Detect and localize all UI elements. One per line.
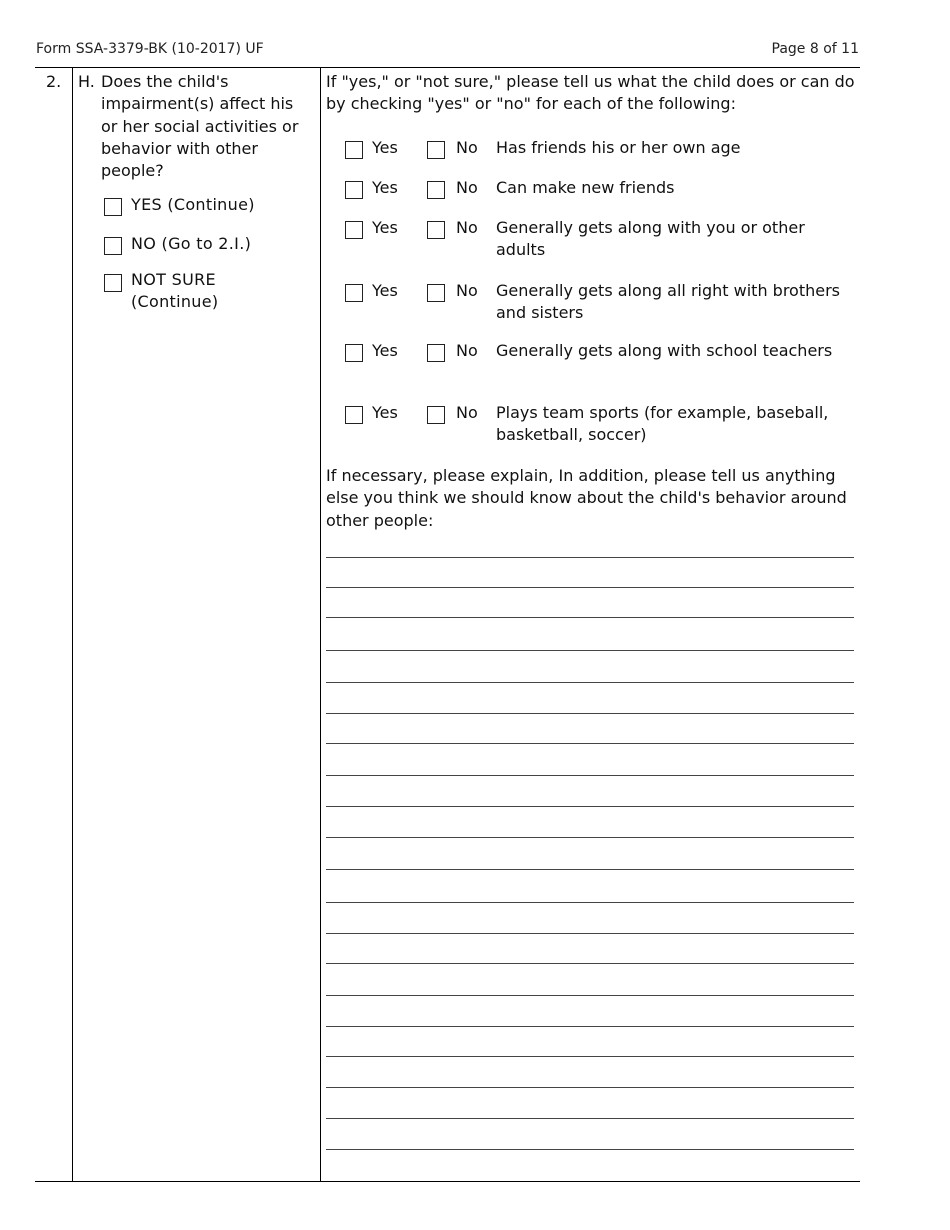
question-text	[78, 71, 314, 182]
item-yes-checkbox[interactable]	[345, 406, 363, 424]
form-id: Form SSA-3379-BK (10-2017) UF	[36, 41, 264, 57]
writing-line	[326, 933, 854, 934]
item-description: Has friends his or her own age	[496, 138, 741, 157]
table-bottom-rule	[35, 1181, 860, 1182]
column-divider-right	[320, 67, 321, 1182]
writing-line	[326, 869, 854, 870]
item-yes-label: Yes	[372, 218, 398, 237]
writing-line	[326, 806, 854, 807]
item-yes-checkbox[interactable]	[345, 141, 363, 159]
item-no-label: No	[456, 281, 478, 300]
item-yes-label: Yes	[372, 403, 398, 422]
table-top-rule	[35, 67, 860, 68]
writing-line	[326, 995, 854, 996]
writing-line	[326, 557, 854, 558]
not-sure-option-label: NOT SURE (Continue)	[131, 270, 219, 311]
follow-up-instructions: If "yes," or "not sure," please tell us what the child does or can do by checking "yes" or "no" for each of the following:	[326, 72, 855, 114]
question-body: Does the child's impairment(s) affect his or her social activities or behavior with other people?	[101, 72, 299, 181]
item-no-checkbox[interactable]	[427, 221, 445, 239]
writing-line	[326, 1087, 854, 1088]
item-yes-checkbox[interactable]	[345, 221, 363, 239]
item-description: Generally gets along with you or other adults	[496, 218, 805, 260]
writing-line	[326, 1056, 854, 1057]
no-option-label: NO (Go to 2.I.)	[131, 234, 252, 253]
no-checkbox[interactable]	[104, 237, 122, 255]
item-no-checkbox[interactable]	[427, 181, 445, 199]
item-yes-label: Yes	[372, 341, 398, 360]
item-description: Generally gets along with school teachers	[496, 341, 833, 360]
item-no-label: No	[456, 138, 478, 157]
writing-line	[326, 902, 854, 903]
writing-line	[326, 617, 854, 618]
item-no-label: No	[456, 341, 478, 360]
item-no-checkbox[interactable]	[427, 284, 445, 302]
yes-option-label: YES (Continue)	[131, 195, 255, 214]
item-yes-label: Yes	[372, 281, 398, 300]
writing-line	[326, 775, 854, 776]
item-description: Generally gets along all right with brothers and sisters	[496, 281, 841, 323]
writing-line	[326, 963, 854, 964]
explanation-prompt: If necessary, please explain, In addition, please tell us anything else you think we should know about the child's behavior around other people:	[326, 466, 847, 530]
item-yes-label: Yes	[372, 178, 398, 197]
yes-checkbox[interactable]	[104, 198, 122, 216]
column-divider-left	[72, 67, 73, 1182]
not-sure-checkbox[interactable]	[104, 274, 122, 292]
item-no-checkbox[interactable]	[427, 406, 445, 424]
writing-line	[326, 743, 854, 744]
item-no-label: No	[456, 178, 478, 197]
item-yes-checkbox[interactable]	[345, 181, 363, 199]
writing-line	[326, 713, 854, 714]
writing-line	[326, 682, 854, 683]
item-yes-checkbox[interactable]	[345, 284, 363, 302]
item-no-checkbox[interactable]	[427, 141, 445, 159]
item-description: Plays team sports (for example, baseball, basketball, soccer)	[496, 403, 829, 445]
writing-line	[326, 1118, 854, 1119]
item-no-checkbox[interactable]	[427, 344, 445, 362]
writing-line	[326, 650, 854, 651]
item-yes-checkbox[interactable]	[345, 344, 363, 362]
writing-line	[326, 1149, 854, 1150]
question-letter: H.	[78, 72, 95, 91]
item-description: Can make new friends	[496, 178, 675, 197]
item-yes-label: Yes	[372, 138, 398, 157]
writing-line	[326, 587, 854, 588]
item-no-label: No	[456, 218, 478, 237]
writing-line	[326, 1026, 854, 1027]
writing-line	[326, 837, 854, 838]
question-number: 2.	[46, 72, 62, 91]
page-number: Page 8 of 11	[771, 41, 859, 57]
item-no-label: No	[456, 403, 478, 422]
